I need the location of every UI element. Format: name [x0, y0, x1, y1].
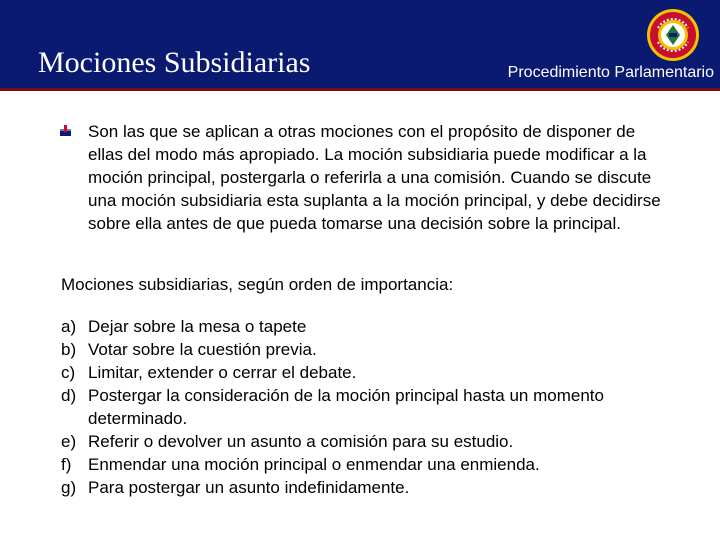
- list-item: [61, 430, 671, 453]
- list-item: [61, 384, 671, 430]
- list-item-marker: e): [61, 432, 77, 451]
- motions-list: [61, 315, 671, 499]
- list-item: [61, 361, 671, 384]
- list-item-marker: a): [61, 317, 77, 336]
- list-item: [61, 453, 671, 476]
- list-item-text: Votar sobre la cuestión previa.: [88, 340, 317, 359]
- list-item-text: Limitar, extender o cerrar el debate.: [88, 363, 357, 382]
- list-item-text: Para postergar un asunto indefinidamente.: [88, 478, 410, 497]
- list-heading: Mociones subsidiarias, según orden de importancia:: [61, 275, 454, 294]
- list-item: [61, 315, 671, 338]
- list-item-text: Enmendar una moción principal o enmendar una enmienda.: [88, 455, 540, 474]
- description-paragraph: Son las que se aplican a otras mociones con el propósito de disponer de ellas del modo más apropiado. La moción subsidiaria puede modificar a la moción principal, postergarla o referirla a una comisión. Cuando se discute una moción subsidiaria esta suplanta a la moción principal, y debe decidirse sobre ella antes de que pueda tomarse una decisión sobre la principal.: [88, 122, 661, 233]
- list-item: [61, 338, 671, 361]
- header-divider: [0, 88, 720, 91]
- slide-title: Mociones Subsidiarias: [38, 46, 311, 79]
- list-item-marker: c): [61, 363, 76, 382]
- list-item: [61, 476, 671, 499]
- slide-subtitle: Procedimiento Parlamentario: [507, 64, 714, 81]
- slide-header: [0, 0, 720, 88]
- list-item-text: Referir o devolver un asunto a comisión para su estudio.: [88, 432, 514, 451]
- bullet-icon: [60, 125, 71, 136]
- list-item-marker: d): [61, 386, 77, 405]
- list-item-text: Dejar sobre la mesa o tapete: [88, 317, 307, 336]
- list-item-marker: f): [61, 455, 72, 474]
- list-item-text: Postergar la consideración de la moción principal hasta un momento determinado.: [88, 386, 604, 428]
- list-item-marker: g): [61, 478, 77, 497]
- seal-logo-icon: [646, 8, 700, 62]
- list-item-marker: b): [61, 340, 77, 359]
